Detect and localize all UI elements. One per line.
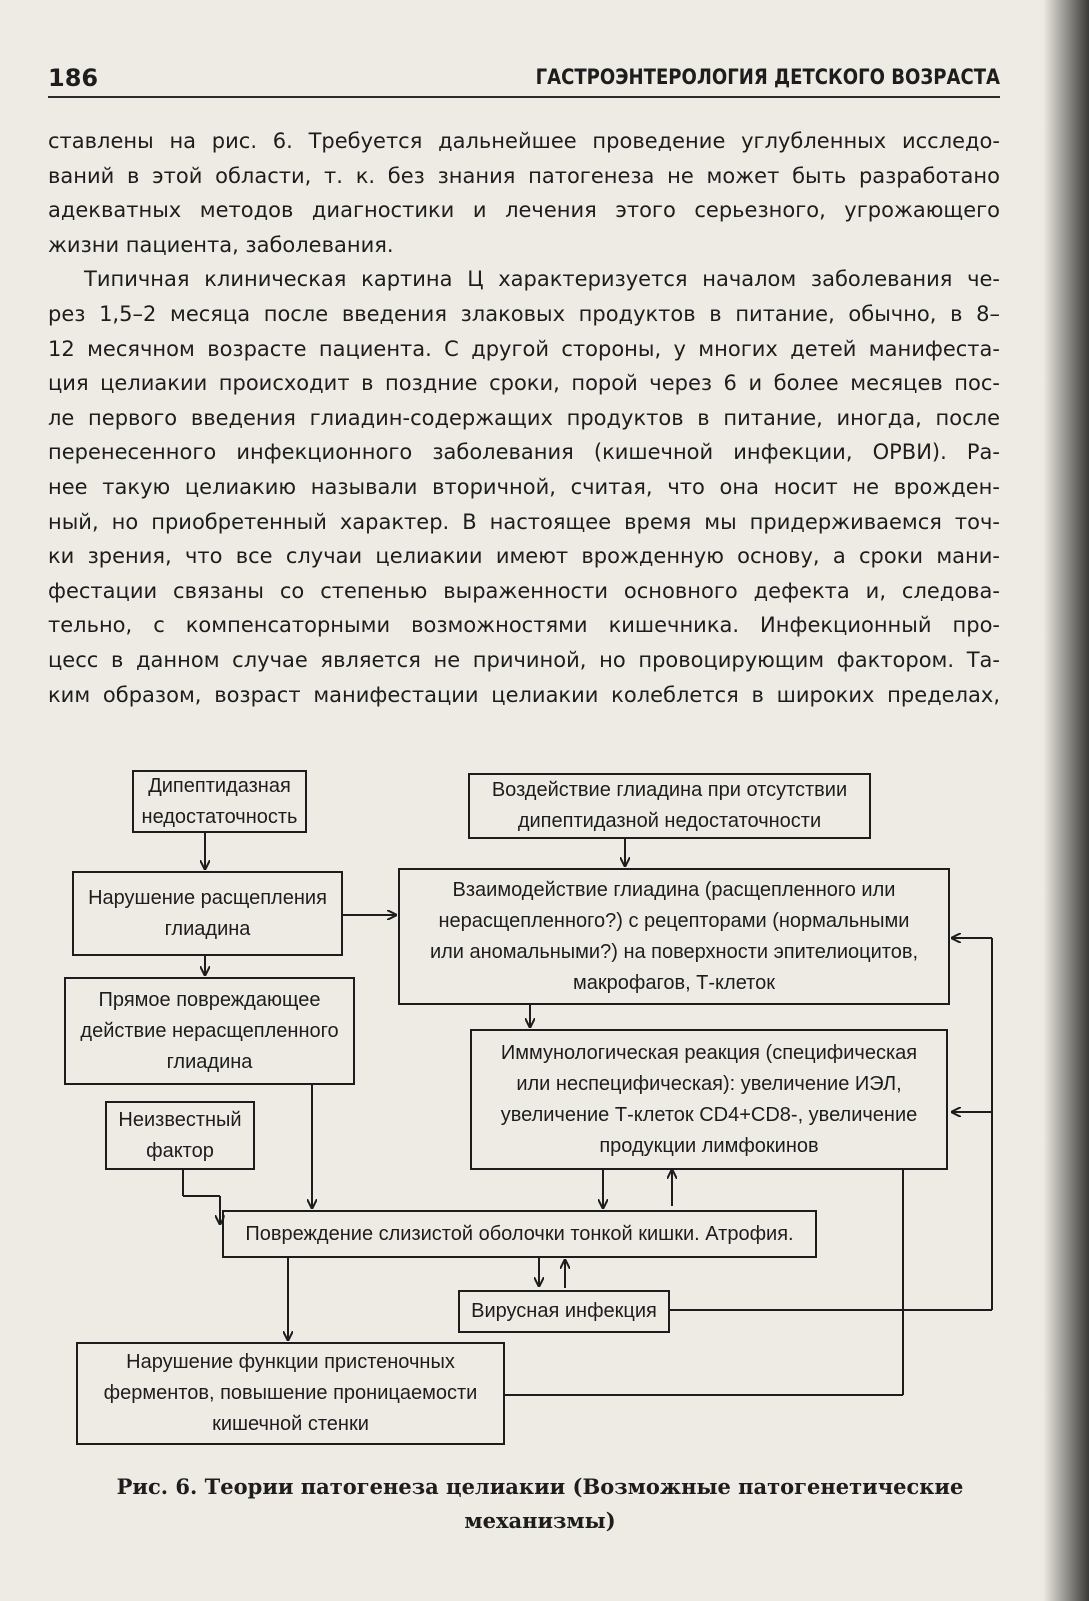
box-text: продукции лимфокинов	[599, 1134, 819, 1157]
box-text: Взаимодействие глиадина (расщепленного или	[452, 878, 896, 901]
text-line: перенесенного инфекционного заболевания (кишечной инфекции, ОРВИ). Ра-	[48, 440, 1000, 465]
box-text: макрофагов, Т-клеток	[573, 971, 775, 994]
box-text: Дипептидазная	[148, 774, 291, 797]
box-gliadin-effect	[468, 773, 871, 839]
text-line: 12 месячном возрасте пациента. С другой стороны, у многих детей манифеста-	[48, 336, 1000, 361]
text-line: нее такую целиакию называли вторичной, считая, что она носит не врожден-	[48, 474, 1000, 499]
text-line: ция целиакии происходит в поздние сроки, порой через 6 и более месяцев пос-	[48, 371, 1000, 396]
figure-caption	[60, 1470, 1020, 1538]
text-line: ким образом, возраст манифестации целиакии колеблется в широких пределах,	[48, 682, 1000, 707]
box-text: Воздействие глиадина при отсутствии	[491, 779, 848, 801]
box-text: дипептидазной недостаточности	[517, 810, 822, 832]
text-line: адекватных методов диагностики и лечения этого серьезного, угрожающего	[48, 198, 1000, 223]
box-text: фактор	[146, 1139, 214, 1162]
box-text: Неизвестный	[118, 1108, 242, 1131]
box-text: нерасщепленного?) с рецепторами (нормальными	[438, 909, 910, 932]
box-text: недостаточность	[141, 805, 298, 828]
box-text: Нарушение расщепления	[88, 886, 327, 909]
caption-line: механизмы)	[464, 1508, 616, 1533]
text-line: ваний в этой области, т. к. без знания патогенеза не может быть разработано	[48, 163, 1000, 188]
box-mucosa-damage	[222, 1210, 817, 1258]
box-text: или аномальными?) на поверхности эпителиоцитов,	[429, 940, 919, 963]
text-line: ставлены на рис. 6. Требуется дальнейшее проведение углубленных исследо-	[48, 129, 1000, 153]
box-text: глиадина	[166, 1050, 253, 1073]
box-viral-infection	[458, 1290, 670, 1333]
box-gliadin-splitting	[72, 871, 343, 956]
box-text: кишечной стенки	[212, 1413, 369, 1435]
box-text: или неспецифическая): увеличение ИЭЛ,	[516, 1072, 902, 1095]
text-line: тельно, с компенсаторными возможностями кишечника. Инфекционный про-	[48, 613, 1000, 638]
box-immune-reaction	[470, 1029, 948, 1170]
box-text: глиадина	[164, 917, 251, 940]
box-text: Прямое повреждающее	[98, 988, 321, 1011]
running-head: ГАСТРОЭНТЕРОЛОГИЯ ДЕТСКОГО ВОЗРАСТА	[535, 65, 1000, 89]
box-text: действие нерасщепленного	[80, 1019, 339, 1042]
text-line: цесс в данном случае является не причиной, но провоцирующим фактором. Та-	[48, 647, 1000, 672]
text-line: Типичная клиническая картина Ц характеризуется началом заболевания че-	[84, 267, 1000, 292]
box-receptor-interaction	[398, 868, 950, 1005]
text-line: ки зрения, что все случаи целиакии имеют врожденную основу, а сроки мани-	[48, 544, 1000, 569]
text-line: рез 1,5–2 месяца после введения злаковых продуктов в питание, обычно, в 8–	[48, 301, 1000, 326]
box-unknown-factor	[105, 1101, 255, 1170]
box-text: ферментов, повышение проницаемости	[103, 1382, 478, 1404]
box-text: Иммунологическая реакция (специфическая	[500, 1041, 918, 1064]
text-line: ле первого введения глиадин-содержащих продуктов в питание, иногда, после	[48, 405, 1000, 430]
text-line: ный, но приобретенный характер. В настоящее время мы придерживаемся точ-	[48, 509, 1000, 534]
box-text: увеличение Т-клеток CD4+CD8-, увеличение	[500, 1103, 918, 1126]
box-text: Вирусная инфекция	[471, 1300, 657, 1322]
caption-line: Рис. 6. Теории патогенеза целиакии (Возможные патогенетические	[116, 1474, 964, 1499]
box-direct-damage	[64, 977, 355, 1085]
page-number: 186	[48, 64, 99, 92]
box-text: Нарушение функции пристеночных	[126, 1351, 455, 1373]
text-line: фестации связаны со степенью выраженности основного дефекта и, следова-	[48, 578, 1000, 603]
box-dipeptidase-deficiency	[132, 770, 307, 833]
box-text: Повреждение слизистой оболочки тонкой кишки. Атрофия.	[245, 1222, 794, 1245]
text-line: жизни пациента, заболевания.	[48, 232, 394, 257]
box-enzyme-dysfunction	[76, 1342, 505, 1445]
